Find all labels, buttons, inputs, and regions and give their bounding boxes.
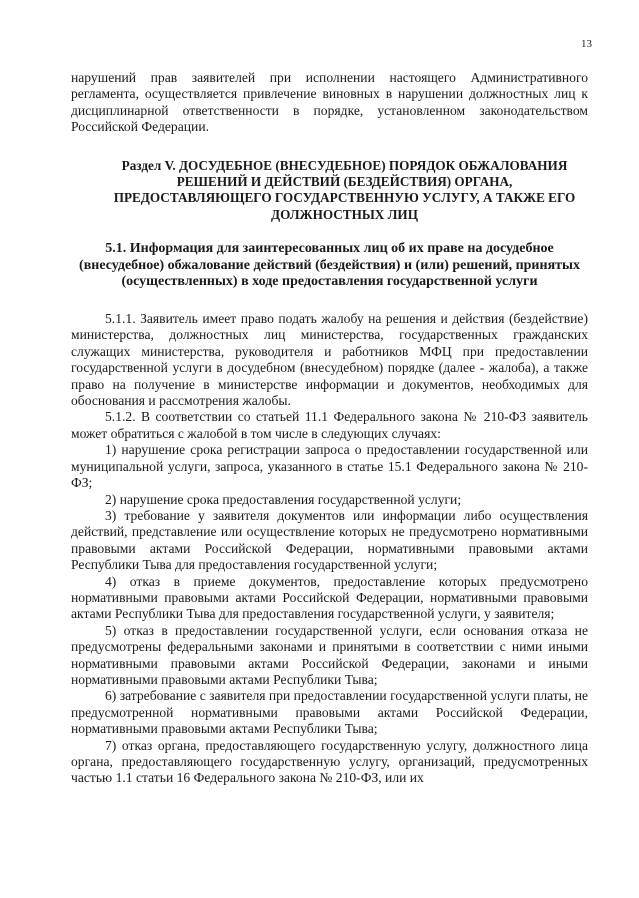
paragraph-5-1-1: 5.1.1. Заявитель имеет право подать жалобу на решения и действия (бездействие) министерства, должностных лиц министерства, государственных гражданских служащих министерства, руководителя и работников МФЦ при предоставлении государственной услуги в досудебном (внесудебном) порядке (далее - жалоба), а также право на получение в министерстве информации и документов, необходимых для обоснования и рассмотрения жалобы.: [71, 311, 588, 409]
paragraph-5-1-2: 5.1.2. В соответствии со статьей 11.1 Федерального закона № 210-ФЗ заявитель может обратиться с жалобой в том числе в следующих случаях:: [71, 409, 588, 441]
list-item-3: 3) требование у заявителя документов или информации либо осуществления действий, представление или осуществление которых не предусмотрено нормативными правовыми актами Российской Федерации, нормативными правовыми актами Республики Тыва для предоставления государственной услуги;: [71, 507, 588, 573]
subsection-title: 5.1. Информация для заинтересованных лиц об их праве на досудебное (внесудебное) обжалование действий (бездействия) и (или) решений, принятых (осуществленных) в ходе предоставления государственной услуги: [79, 241, 580, 290]
list-item-4: 4) отказ в приеме документов, предоставление которых предусмотрено нормативными правовыми актами Российской Федерации, нормативными правовыми актами Республики Тыва для предоставления государственной услуги, у заявителя;: [71, 573, 588, 622]
page-number: 13: [581, 38, 592, 50]
document-body: [71, 70, 588, 787]
list-item-2: 2) нарушение срока предоставления государственной услуги;: [105, 491, 462, 507]
list-item-5: 5) отказ в предоставлении государственной услуги, если основания отказа не предусмотрены федеральными законами и принятыми в соответствии с ними иными нормативными правовыми актами Российской Федерации, законами и иными нормативными правовыми актами Республики Тыва;: [71, 622, 588, 687]
list-item-6: 6) затребование с заявителя при предоставлении государственной услуги платы, не предусмотренной нормативными правовыми актами Российской Федерации, нормативными правовыми актами Республики Тыва;: [71, 688, 588, 737]
intro-paragraph: нарушений прав заявителей при исполнении настоящего Административного регламента, осуществляется привлечение виновных в нарушении должностных лиц к дисциплинарной ответственности в порядке, установленном законодательством Российской Федерации.: [71, 70, 588, 135]
section-title: Раздел V. ДОСУДЕБНОЕ (ВНЕСУДЕБНОЕ) ПОРЯДОК ОБЖАЛОВАНИЯ РЕШЕНИЙ И ДЕЙСТВИЙ (БЕЗДЕЙСТВИЯ) ОРГАНА, ПРЕДОСТАВЛЯЮЩЕГО ГОСУДАРСТВЕННУЮ УСЛУГУ, А ТАКЖЕ ЕГО ДОЛЖНОСТНЫХ ЛИЦ: [113, 157, 576, 222]
list-item-1: 1) нарушение срока регистрации запроса о предоставлении государственной или муниципальной услуги, запроса, указанного в статье 15.1 Федерального закона № 210-ФЗ;: [71, 442, 588, 491]
list-item-7: 7) отказ органа, предоставляющего государственную услугу, должностного лица органа, предоставляющего государственную услугу, организаций, предусмотренных частью 1.1 статьи 16 Федерального закона № 210-ФЗ, или их: [71, 737, 588, 786]
